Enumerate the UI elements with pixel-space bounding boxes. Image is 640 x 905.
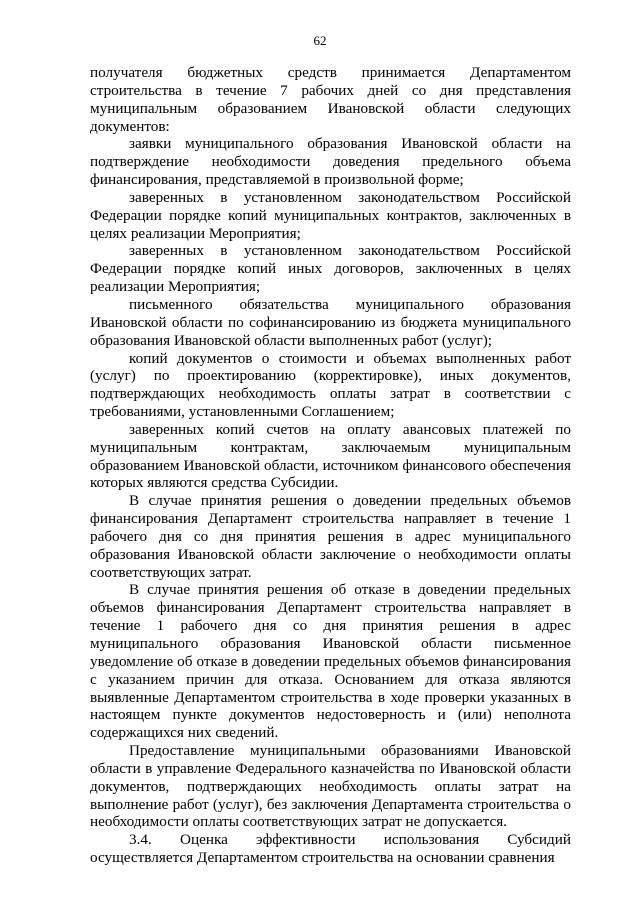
document-body bbox=[90, 64, 571, 867]
paragraph-refusal-decision: В случае принятия решения об отказе в доведении предельных объемов финансирования Департамент строительства направляет в течение 1 рабочего дня со дня принятия решения в адрес муниципального образования Ивановской области письменное уведомление об отказе в доведении предельных объемов финансирования с указанием причин для отказа. Основанием для отказа являются выявленные Департаментом строительства в ходе проверки указанных в настоящем пункте документов недостоверность и (или) неполнота содержащихся них сведений. bbox=[90, 581, 571, 742]
list-item-other-agreements: заверенных в установленном законодательством Российской Федерации порядке копий иных договоров, заключенных в целях реализации Мероприятия; bbox=[90, 242, 571, 296]
paragraph-approval-decision: В случае принятия решения о доведении предельных объемов финансирования Департамент строительства направляет в течение 1 рабочего дня со дня принятия решения в адрес муниципального образования Ивановской области заключение о необходимости оплаты соответствующих затрат. bbox=[90, 492, 571, 581]
paragraph-continuation: получателя бюджетных средств принимается Департаментом строительства в течение 7 рабочих дней со дня представления муниципальным образованием Ивановской области следующих документов: bbox=[90, 64, 571, 135]
list-item-cost-documents: копий документов о стоимости и объемах выполненных работ (услуг) по проектированию (корректировке), иных документов, подтверждающих необходимость оплаты затрат в соответствии с требованиями, установленными Соглашением; bbox=[90, 349, 571, 421]
list-item-application: заявки муниципального образования Ивановской области на подтверждение необходимости доведения предельного объема финансирования, представляемой в произвольной форме; bbox=[90, 135, 571, 189]
page-number: 62 bbox=[313, 33, 327, 48]
paragraph-treasury-submission: Предоставление муниципальными образованиями Ивановской области в управление Федерального казначейства по Ивановской области документов, подтверждающих необходимость оплаты затрат на выполнение работ (услуг), без заключения Департамента строительства о необходимости оплаты соответствующих затрат не допускается. bbox=[90, 742, 571, 831]
list-item-written-obligation: письменного обязательства муниципального образования Ивановской области по софинансированию из бюджета муниципального образования Ивановской области выполненных работ (услуг); bbox=[90, 295, 571, 349]
list-item-municipal-contracts: заверенных в установленном законодательством Российской Федерации порядке копий муниципальных контрактов, заключенных в целях реализации Мероприятия; bbox=[90, 188, 571, 242]
list-item-invoice-copies: заверенных копий счетов на оплату авансовых платежей по муниципальным контрактам, заключаемым муниципальным образованием Ивановской области, источником финансового обеспечения которых являются средства Субсидии. bbox=[90, 420, 571, 492]
paragraph-section-3-4: 3.4. Оценка эффективности использования Субсидий осуществляется Департаментом строительства на основании сравнения bbox=[90, 831, 571, 867]
